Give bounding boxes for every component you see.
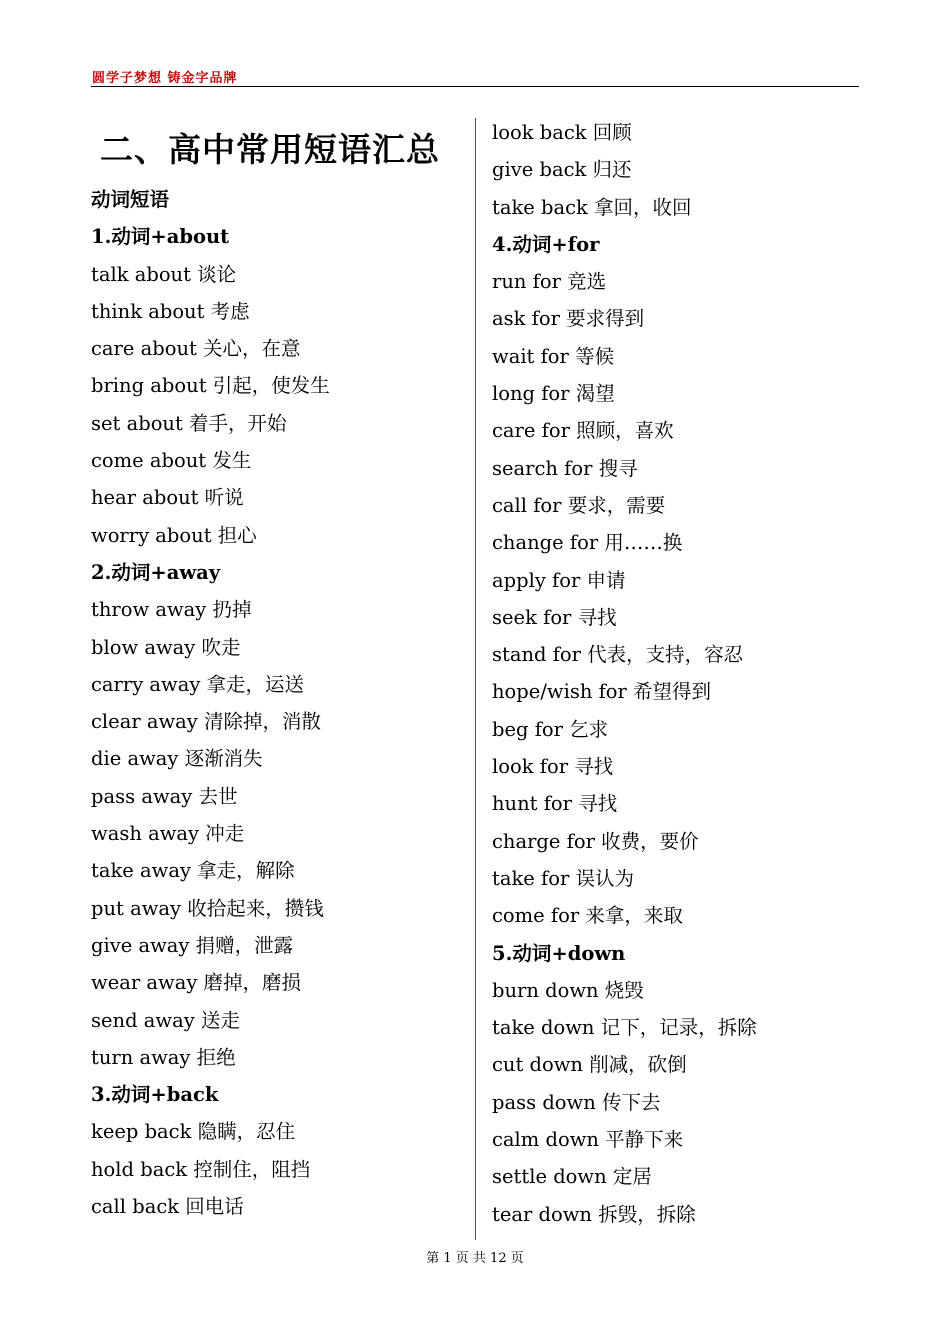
phrase-item: take away 拿走，解除: [91, 859, 295, 883]
phrase-item: care about 关心，在意: [91, 337, 301, 361]
phrase-item: charge for 收费，要价: [492, 829, 699, 853]
phrase-item: search for 搜寻: [492, 456, 638, 480]
left-column: [91, 181, 330, 1225]
phrase-item: care for 照顾，喜欢: [492, 419, 674, 443]
phrase-item: pass away 去世: [91, 784, 238, 808]
phrase-item: stand for 代表，支持，容忍: [492, 643, 744, 667]
page-footer: 第 1 页 共 12 页: [426, 1251, 524, 1266]
phrase-item: calm down 平静下来: [492, 1128, 684, 1152]
phrase-item: give back 归还: [492, 158, 632, 182]
phrase-item: put away 收拾起来，攒钱: [91, 896, 324, 920]
phrase-item: beg for 乞求: [492, 717, 609, 741]
column-divider: [475, 118, 476, 1240]
phrase-item: blow away 吹走: [91, 635, 241, 659]
section-heading: 4.动词+for: [492, 232, 600, 256]
section-heading: 5.动词+down: [492, 941, 626, 965]
phrase-item: tear down 拆毁，拆除: [492, 1202, 696, 1226]
phrase-item: settle down 定居: [492, 1165, 652, 1189]
section-heading: 2.动词+away: [91, 560, 221, 584]
phrase-item: take back 拿回，收回: [492, 195, 692, 219]
phrase-item: look for 寻找: [492, 755, 614, 779]
header-slogan: 圆学子梦想 铸金字品牌: [92, 71, 238, 86]
phrase-item: give away 捐赠，泄露: [91, 933, 294, 957]
phrase-item: come for 来拿，来取: [492, 904, 683, 928]
phrase-item: long for 渴望: [492, 382, 615, 406]
right-column: [492, 114, 757, 1233]
phrase-item: seek for 寻找: [492, 605, 617, 629]
phrase-item: wait for 等候: [492, 344, 615, 368]
phrase-item: talk about 谈论: [91, 262, 237, 286]
phrase-item: hear about 听说: [91, 486, 244, 510]
phrase-item: run for 竞选: [492, 270, 607, 294]
section-heading: 动词短语: [91, 188, 170, 211]
phrase-item: apply for 申请: [492, 568, 626, 592]
phrase-item: turn away 拒绝: [91, 1045, 236, 1069]
phrase-item: come about 发生: [91, 449, 252, 473]
phrase-item: throw away 扔掉: [91, 598, 252, 622]
phrase-item: call back 回电话: [91, 1195, 244, 1219]
phrase-item: clear away 清除掉，消散: [91, 710, 322, 734]
phrase-item: ask for 要求得到: [492, 307, 645, 331]
phrase-item: look back 回顾: [492, 121, 632, 144]
phrase-item: hunt for 寻找: [492, 792, 618, 816]
phrase-item: wear away 磨掉，磨损: [91, 971, 302, 995]
phrase-item: think about 考虑: [91, 299, 250, 323]
phrase-item: pass down 传下去: [492, 1090, 661, 1114]
phrase-item: change for 用……换: [492, 531, 683, 555]
phrase-item: take down 记下，记录，拆除: [492, 1016, 757, 1040]
phrase-item: bring about 引起，使发生: [91, 374, 330, 398]
phrase-item: hope/wish for 希望得到: [492, 680, 712, 704]
phrase-item: hold back 控制住，阻挡: [91, 1157, 311, 1181]
phrase-item: burn down 烧毁: [492, 978, 644, 1002]
section-heading: 3.动词+back: [91, 1083, 219, 1107]
phrase-item: carry away 拿走，运送: [91, 672, 305, 696]
phrase-item: wash away 冲走: [91, 822, 245, 846]
phrase-item: take for 误认为: [492, 866, 634, 890]
phrase-item: cut down 削减，砍倒: [492, 1053, 687, 1077]
page-title: 二、高中常用短语汇总: [100, 130, 440, 169]
header-rule: [91, 86, 859, 87]
phrase-item: worry about 担心: [91, 523, 257, 547]
section-heading: 1.动词+about: [91, 225, 230, 249]
phrase-item: die away 逐渐消失: [91, 747, 263, 771]
phrase-item: set about 着手，开始: [91, 411, 287, 435]
phrase-item: call for 要求，需要: [492, 493, 666, 517]
phrase-item: send away 送走: [91, 1008, 240, 1032]
phrase-item: keep back 隐瞒，忍住: [91, 1120, 296, 1144]
